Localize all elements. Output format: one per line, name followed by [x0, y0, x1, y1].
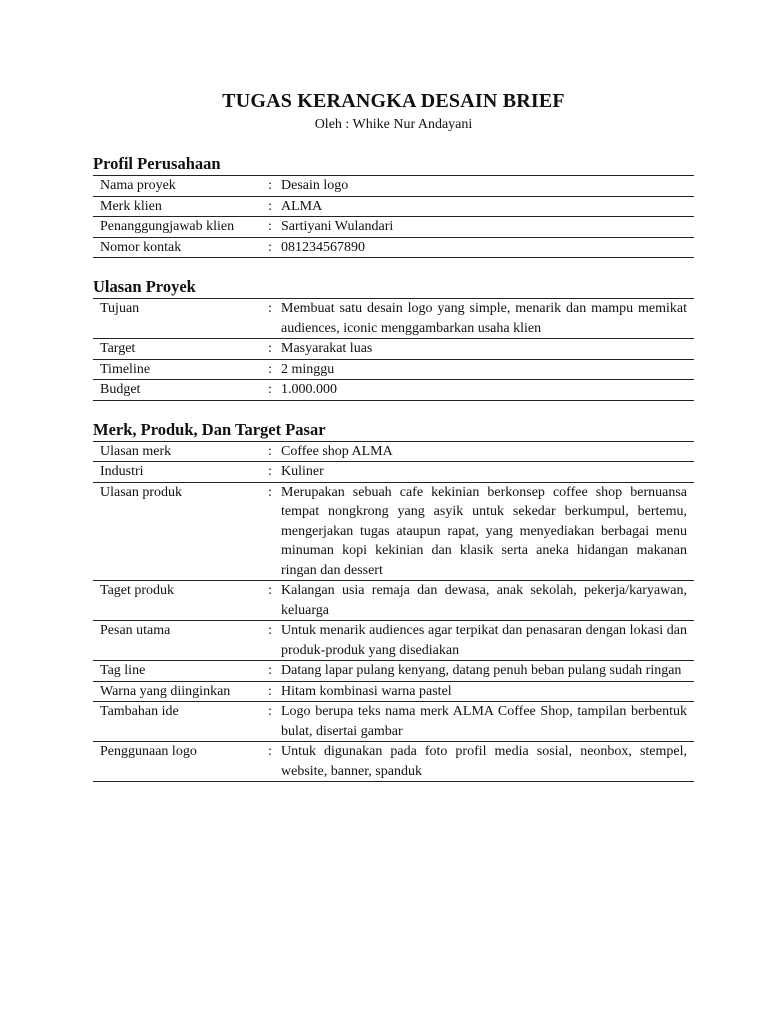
row-label: Timeline — [100, 361, 151, 377]
table-row — [93, 380, 694, 401]
row-separator: : — [268, 623, 272, 638]
row-label: Warna yang diinginkan — [100, 683, 231, 699]
row-label: Tambahan ide — [100, 704, 179, 719]
row-separator: : — [268, 663, 272, 678]
row-separator: : — [268, 382, 272, 397]
row-separator: : — [268, 464, 272, 479]
table-row — [93, 462, 694, 483]
row-value: Masyarakat luas — [281, 341, 373, 356]
table-row — [93, 621, 694, 661]
section-title: Profil Perusahaan — [93, 154, 221, 173]
row-label: Nomor kontak — [100, 239, 182, 255]
row-label: Target — [100, 341, 136, 356]
row-label: Penggunaan logo — [100, 744, 197, 759]
row-value: Untuk menarik audiences agar terpikat dan penasaran dengan lokasi dan produk-produk yang disediakan — [281, 623, 687, 658]
row-label: Tujuan — [100, 301, 140, 316]
table-row — [93, 339, 694, 360]
section-profil-perusahaan — [93, 154, 694, 258]
table-row — [93, 482, 694, 581]
row-label: Taget produk — [100, 583, 175, 598]
row-value: 1.000.000 — [281, 382, 337, 397]
row-separator: : — [268, 219, 272, 234]
section-title: Merk, Produk, Dan Target Pasar — [93, 419, 326, 439]
row-value: Kalangan usia remaja dan dewasa, anak sekolah, pekerja/karyawan, keluarga — [281, 583, 687, 618]
row-value: 2 minggu — [281, 361, 335, 377]
brief-table — [93, 175, 694, 258]
row-value: Membuat satu desain logo yang simple, menarik dan mampu memikat audiences, iconic menggambarkan usaha klien — [281, 301, 687, 336]
row-value: Datang lapar pulang kenyang, datang penuh beban pulang sudah ringan — [281, 663, 682, 678]
table-row — [93, 702, 694, 742]
row-value: Coffee shop ALMA — [281, 443, 393, 459]
row-value: Logo berupa teks nama merk ALMA Coffee Shop, tampilan berbentuk bulat, disertai gambar — [281, 704, 687, 739]
row-value: 081234567890 — [281, 239, 365, 255]
row-label: Tag line — [100, 663, 146, 678]
document-author: Oleh : Whike Nur Andayani — [314, 117, 473, 132]
row-label: Budget — [100, 382, 141, 397]
table-row — [93, 217, 694, 238]
table-row — [93, 299, 694, 339]
row-separator: : — [268, 583, 272, 598]
row-separator: : — [268, 341, 272, 356]
row-label: Merk klien — [100, 198, 162, 214]
brief-table — [93, 298, 694, 401]
row-value: Untuk digunakan pada foto profil media sosial, neonbox, stempel, website, banner, spanduk — [281, 744, 687, 779]
table-row — [93, 237, 694, 258]
row-value: Desain logo — [281, 178, 349, 193]
row-value: Merupakan sebuah cafe kekinian berkonsep coffee shop bernuansa tempat nongkrong yang asyik untuk sekedar berkumpul, bertemu, mengerjakan tugas ataupun rapat, yang menyediakan berbagai menu minuman kopi kekinian dan klasik serta aneka hidangan makanan ringan dan dessert — [281, 484, 687, 578]
row-label: Industri — [100, 464, 144, 479]
row-separator: : — [268, 744, 272, 759]
section-title: Ulasan Proyek — [93, 277, 196, 296]
brief-table — [93, 441, 694, 783]
table-row — [93, 581, 694, 621]
row-value: ALMA — [281, 198, 323, 214]
section-merk-produk-target — [93, 420, 694, 783]
row-separator: : — [268, 361, 272, 377]
table-row — [93, 359, 694, 380]
row-value: Sartiyani Wulandari — [281, 219, 394, 234]
row-separator: : — [268, 178, 272, 193]
row-separator: : — [268, 683, 272, 699]
row-separator: : — [268, 239, 272, 255]
row-separator: : — [268, 443, 272, 459]
document-page — [93, 88, 694, 782]
row-label: Nama proyek — [100, 178, 176, 193]
row-label: Ulasan merk — [100, 443, 172, 459]
document-title: TUGAS KERANGKA DESAIN BRIEF — [222, 90, 565, 112]
table-row — [93, 661, 694, 682]
row-separator: : — [268, 301, 272, 316]
row-value: Kuliner — [281, 464, 324, 479]
table-row — [93, 742, 694, 782]
table-row — [93, 441, 694, 462]
table-row — [93, 176, 694, 197]
row-separator: : — [268, 704, 272, 719]
table-row — [93, 681, 694, 702]
row-separator: : — [268, 198, 272, 214]
row-label: Pesan utama — [100, 623, 171, 638]
row-separator: : — [268, 484, 272, 500]
table-row — [93, 196, 694, 217]
row-label: Penanggungjawab klien — [100, 219, 235, 234]
row-label: Ulasan produk — [100, 484, 183, 500]
row-value: Hitam kombinasi warna pastel — [281, 683, 452, 699]
section-ulasan-proyek — [93, 277, 694, 401]
